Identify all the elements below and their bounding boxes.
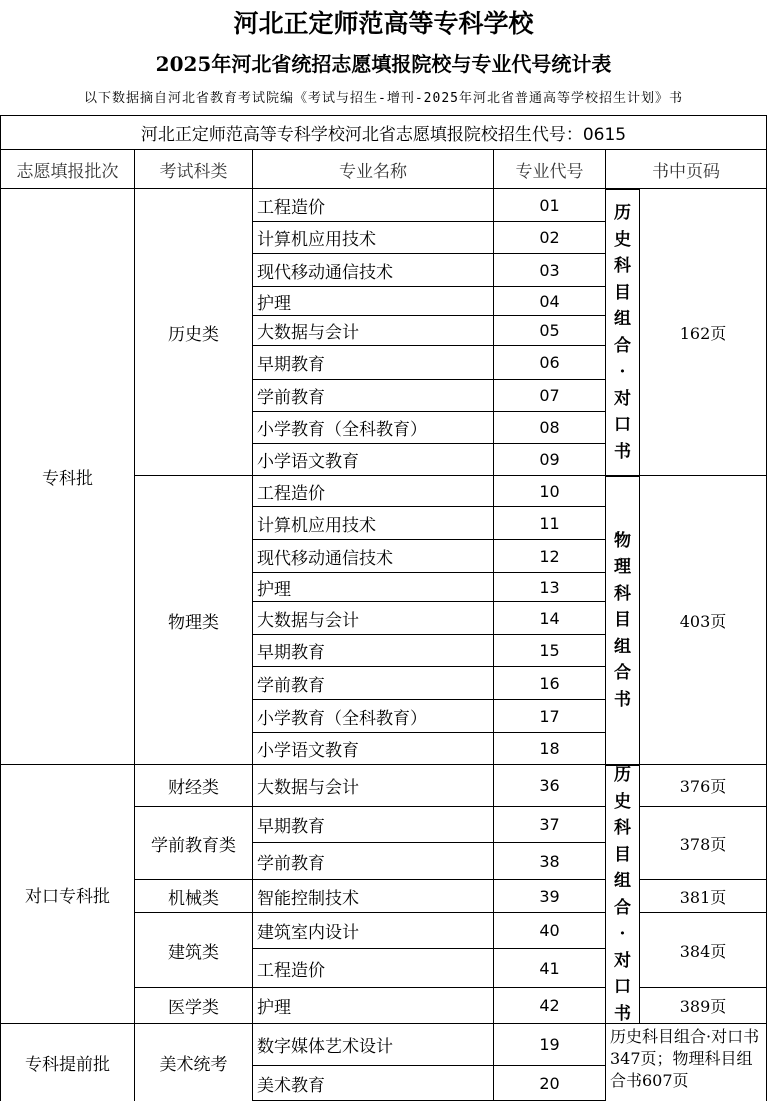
major-code: 36 (493, 765, 605, 807)
major-name: 工程造价 (252, 476, 493, 507)
major-name: 现代移动通信技术 (252, 254, 493, 287)
page-yixue: 389页 (640, 988, 767, 1024)
major-name: 数字媒体艺术设计 (252, 1024, 493, 1066)
major-name: 早期教育 (252, 807, 493, 843)
major-name: 现代移动通信技术 (252, 540, 493, 573)
major-code: 39 (493, 880, 605, 913)
major-code: 05 (493, 316, 605, 346)
major-code: 04 (493, 287, 605, 316)
major-name: 工程造价 (252, 189, 493, 222)
major-code: 19 (493, 1024, 605, 1066)
major-name: 建筑室内设计 (252, 913, 493, 949)
major-name: 智能控制技术 (252, 880, 493, 913)
column-header: 专业代号 (493, 150, 605, 189)
major-name: 护理 (252, 573, 493, 602)
major-name: 计算机应用技术 (252, 222, 493, 254)
major-name: 小学教育（全科教育） (252, 412, 493, 444)
major-code: 40 (493, 913, 605, 949)
major-code: 17 (493, 700, 605, 733)
major-code: 20 (493, 1066, 605, 1101)
major-name: 学前教育 (252, 843, 493, 880)
category-xueqian: 学前教育类 (134, 807, 252, 880)
page-lishi: 162页 (640, 189, 767, 476)
major-name: 早期教育 (252, 635, 493, 667)
major-code: 37 (493, 807, 605, 843)
page-caijing: 376页 (640, 765, 767, 807)
major-name: 计算机应用技术 (252, 507, 493, 540)
major-name: 护理 (252, 287, 493, 316)
major-code: 16 (493, 667, 605, 700)
major-name: 大数据与会计 (252, 316, 493, 346)
major-name: 大数据与会计 (252, 765, 493, 807)
page-jixie: 381页 (640, 880, 767, 913)
major-code: 02 (493, 222, 605, 254)
page-xueqian: 378页 (640, 807, 767, 880)
major-code: 38 (493, 843, 605, 880)
major-code: 01 (493, 189, 605, 222)
page-note-tiqian: 历史科目组合·对口书347页；物理科目组合书607页 (605, 1024, 767, 1101)
major-name: 大数据与会计 (252, 602, 493, 635)
major-code: 14 (493, 602, 605, 635)
major-name: 工程造价 (252, 949, 493, 988)
book-lishi: 历 史 科 目 组 合 · 对 口 书 (605, 189, 640, 476)
major-code: 03 (493, 254, 605, 287)
major-code: 15 (493, 635, 605, 667)
major-name: 早期教育 (252, 346, 493, 380)
column-header: 专业名称 (252, 150, 493, 189)
column-header: 志愿填报批次 (0, 150, 134, 189)
major-name: 学前教育 (252, 380, 493, 412)
batch-duikou: 对口专科批 (0, 765, 134, 1024)
category-jixie: 机械类 (134, 880, 252, 913)
major-name: 美术教育 (252, 1066, 493, 1101)
major-code: 07 (493, 380, 605, 412)
source-note: 以下数据摘自河北省教育考试院编《考试与招生-增刊-2025年河北省普通高等学校招生计划》书 (84, 91, 683, 106)
major-name: 小学语文教育 (252, 733, 493, 765)
table-subtitle: 2025年河北省统招志愿填报院校与专业代号统计表 (155, 51, 612, 76)
major-code: 10 (493, 476, 605, 507)
major-code: 12 (493, 540, 605, 573)
major-code: 13 (493, 573, 605, 602)
major-code: 42 (493, 988, 605, 1024)
major-code: 09 (493, 444, 605, 476)
page-jianzhu: 384页 (640, 913, 767, 988)
school-code-header: 河北正定师范高等专科学校河北省志愿填报院校招生代号：0615 (0, 115, 767, 150)
category-yixue: 医学类 (134, 988, 252, 1024)
category-jianzhu: 建筑类 (134, 913, 252, 988)
book-duikou: 历 史 科 目 组 合 · 对 口 书 (605, 765, 640, 1024)
major-name: 学前教育 (252, 667, 493, 700)
category-lishi: 历史类 (134, 189, 252, 476)
category-caijing: 财经类 (134, 765, 252, 807)
batch-tiqian: 专科提前批 (0, 1024, 134, 1101)
batch-zhuanke: 专科批 (0, 189, 134, 765)
column-header: 考试科类 (134, 150, 252, 189)
book-wuli: 物 理 科 目 组 合 书 (605, 476, 640, 765)
major-name: 小学教育（全科教育） (252, 700, 493, 733)
major-code: 08 (493, 412, 605, 444)
category-wuli: 物理类 (134, 476, 252, 765)
major-name: 护理 (252, 988, 493, 1024)
major-code: 41 (493, 949, 605, 988)
major-code: 06 (493, 346, 605, 380)
school-title: 河北正定师范高等专科学校 (233, 9, 534, 38)
page-wuli: 403页 (640, 476, 767, 765)
category-meishu: 美术统考 (134, 1024, 252, 1101)
major-name: 小学语文教育 (252, 444, 493, 476)
major-code: 11 (493, 507, 605, 540)
major-code: 18 (493, 733, 605, 765)
column-header: 书中页码 (605, 150, 767, 189)
